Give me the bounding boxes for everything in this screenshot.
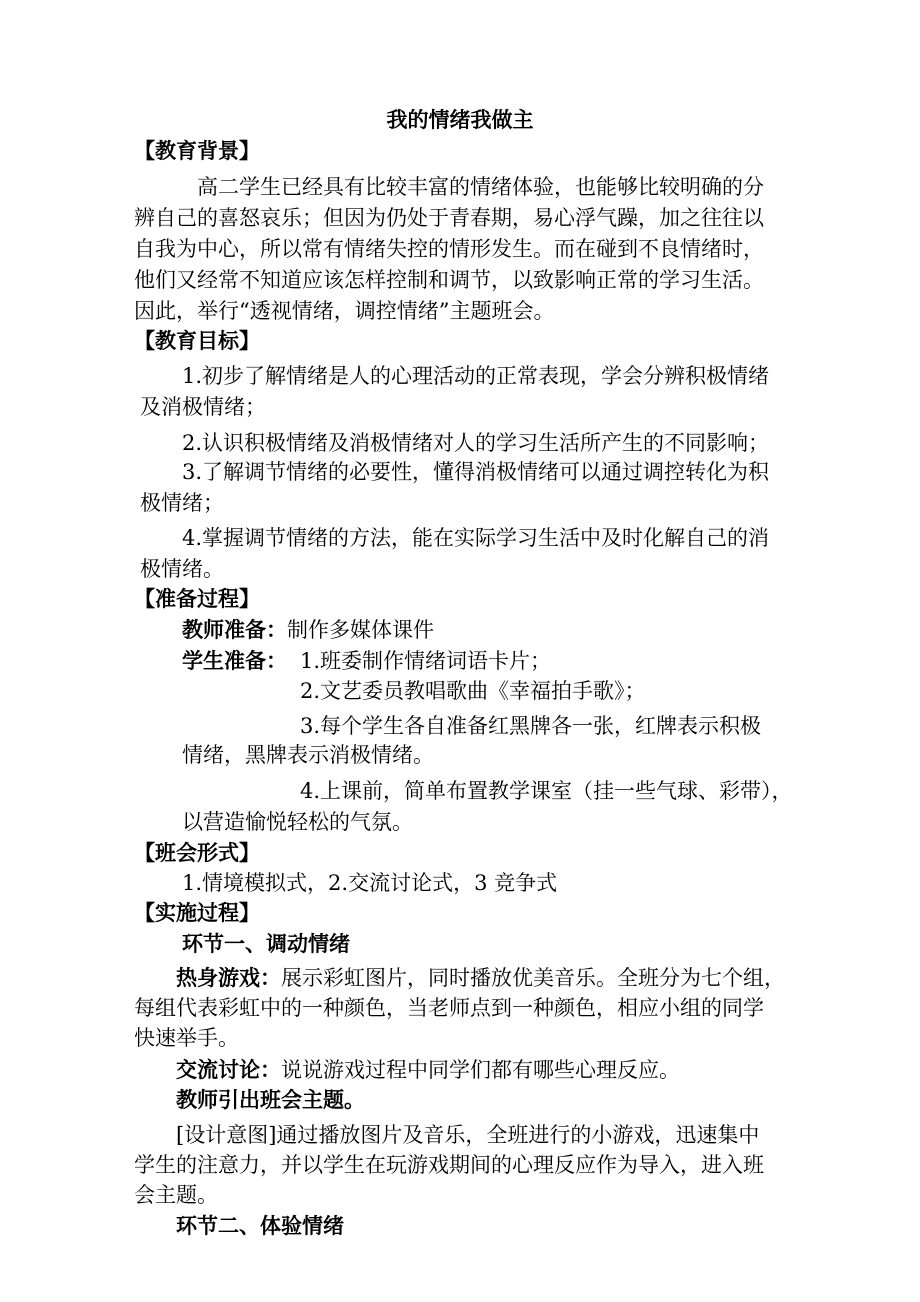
teacher-prep-text: 制作多媒体课件 [287,618,434,642]
student-prep-item: 3.每个学生各自准备红黑牌各一张，红牌表示积极 [300,714,762,738]
goal-item: 2.认识积极情绪及消极情绪对人的学习生活所产生的不同影响； [182,431,770,455]
step-two-title: 环节二、体验情绪 [176,1214,344,1238]
design-line [176,1121,759,1149]
student-prep-item: 1.班委制作情绪词语卡片； [300,649,552,673]
document-title: 我的情绪我做主 [386,108,534,132]
design-label: [设计意图] [176,1123,277,1147]
discuss-label: 交流讨论： [176,1058,281,1082]
heading-goals: 【教育目标】 [134,329,260,353]
warmup-line: 快速举手。 [134,1026,239,1050]
teacher-intro: 教师引出班会主题。 [176,1088,365,1112]
design-line: 会主题。 [134,1183,218,1207]
paragraph-line: 自我为中心，所以常有情绪失控的情形发生。而在碰到不良情绪时， [134,237,764,261]
form-text: 1.情境模拟式，2.交流讨论式，3 竞争式 [182,871,558,895]
design-line: 学生的注意力，并以学生在玩游戏期间的心理反应作为导入，进入班 [134,1153,764,1177]
teacher-prep [182,616,434,644]
paragraph-line: 辨自己的喜怒哀乐；但因为仍处于青春期，易心浮气躁，加之往往以 [134,206,764,230]
warmup-line: 每组代表彩虹中的一种颜色，当老师点到一种颜色，相应小组的同学 [134,996,764,1020]
heading-prep: 【准备过程】 [134,587,260,611]
goal-item: 3.了解调节情绪的必要性，懂得消极情绪可以通过调控转化为积 [182,460,770,484]
goal-item: 4.掌握调节情绪的方法，能在实际学习生活中及时化解自己的消 [182,526,770,550]
goal-item-cont: 极情绪。 [140,557,224,581]
warmup-label: 热身游戏： [176,966,281,990]
student-prep-label: 学生准备： [182,649,287,673]
warmup-text: 展示彩虹图片，同时播放优美音乐。全班分为七个组， [281,966,785,990]
heading-form: 【班会形式】 [134,841,260,865]
teacher-prep-label: 教师准备： [182,618,287,642]
warmup-line [176,964,785,992]
step-one-title: 环节一、调动情绪 [182,932,350,956]
heading-process: 【实施过程】 [134,901,260,925]
student-prep-item: 2.文艺委员教唱歌曲《幸福拍手歌》； [300,679,646,703]
paragraph-line: 他们又经常不知道应该怎样控制和调节，以致影响正常的学习生活。 [134,268,764,292]
heading-background: 【教育背景】 [134,139,260,163]
goal-item-cont: 及消极情绪； [140,395,266,419]
student-prep-item: 4.上课前，简单布置教学课室（挂一些气球、彩带）， [300,779,793,803]
paragraph-line: 因此，举行“透视情绪，调控情绪”主题班会。 [134,299,555,323]
student-prep-item-cont: 情绪，黑牌表示消极情绪。 [182,743,434,767]
discuss-line [176,1056,680,1084]
discuss-text: 说说游戏过程中同学们都有哪些心理反应。 [281,1058,680,1082]
goal-item: 1.初步了解情绪是人的心理活动的正常表现，学会分辨积极情绪 [182,364,770,388]
paragraph-line: 高二学生已经具有比较丰富的情绪体验，也能够比较明确的分 [197,175,764,199]
goal-item-cont: 极情绪； [140,491,224,515]
design-text: 通过播放图片及音乐，全班进行的小游戏，迅速集中 [276,1123,760,1147]
student-prep-item-cont: 以营造愉悦轻松的气氛。 [182,810,413,834]
